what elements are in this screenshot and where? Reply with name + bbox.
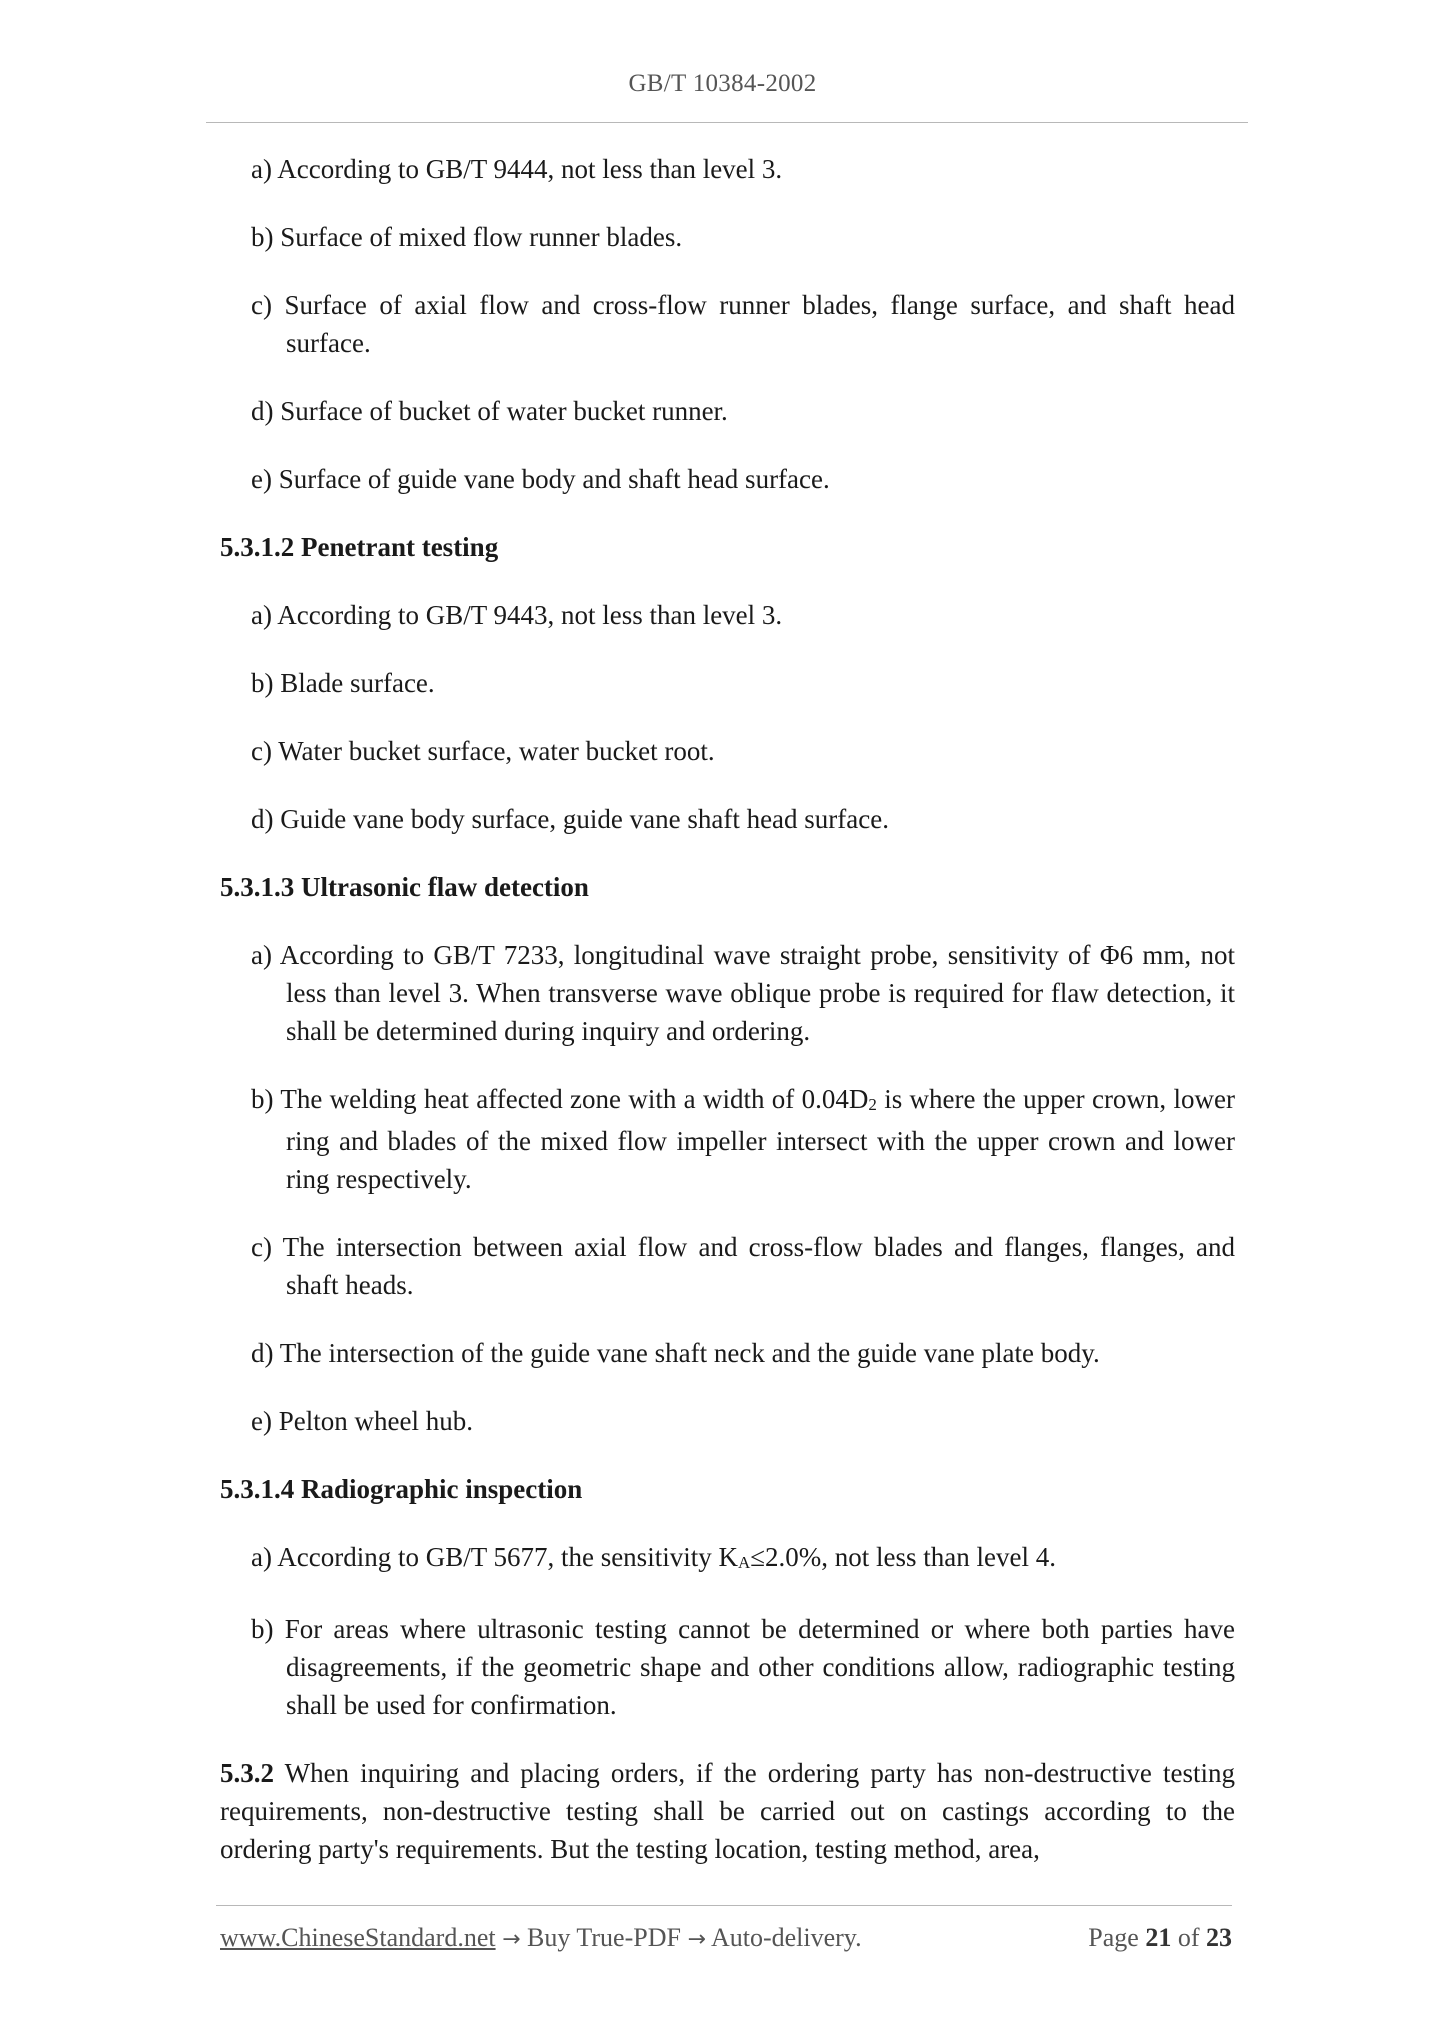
section-heading: 5.3.1.3 Ultrasonic flaw detection (220, 872, 589, 902)
footer-links (220, 1923, 862, 1953)
subscript: A (737, 1553, 751, 1572)
page-number (1088, 1923, 1232, 1953)
list-item: c) Water bucket surface, water bucket root. (251, 736, 715, 766)
item-text: is where the upper crown, lower ring and blades of the mixed flow impeller intersect with the upper crown and lower ring respectively. (286, 1084, 1235, 1194)
arrow-right-icon: → (687, 1927, 706, 1952)
paragraph-5-3-2 (220, 1754, 1235, 1868)
footer-divider (216, 1905, 1232, 1906)
header-divider (206, 122, 1248, 123)
item-text: b) The welding heat affected zone with a width of 0.04D (251, 1084, 869, 1114)
list-item: b) Blade surface. (251, 668, 435, 698)
page-word: Page (1088, 1923, 1139, 1952)
buy-text: Buy True-PDF (520, 1923, 688, 1952)
clause-number: 5.3.2 (220, 1758, 274, 1788)
section-heading: 5.3.1.2 Penetrant testing (220, 532, 499, 562)
page-total: 23 (1206, 1923, 1232, 1952)
document-body (220, 150, 1235, 1868)
item-text: a) According to GB/T 5677, the sensitivity K (251, 1542, 738, 1572)
page-current: 21 (1145, 1923, 1172, 1952)
item-text: ≤2.0%, not less than level 4. (750, 1542, 1057, 1572)
list-item: a) According to GB/T 9444, not less than level 3. (251, 154, 783, 184)
list-item: a) According to GB/T 7233, longitudinal wave straight probe, sensitivity of Φ6 mm, not less than level 3. When transverse wave oblique probe is required for flaw detection, it shall be determined during inquiry and ordering. (251, 940, 1235, 1046)
list-item: a) According to GB/T 9443, not less than level 3. (251, 600, 783, 630)
list-item (220, 1080, 1235, 1198)
subscript: 2 (868, 1095, 877, 1114)
paragraph-text: When inquiring and placing orders, if the ordering party has non-destructive testing requirements, non-destructive testing shall be carried out on castings according to the ordering party's requirements. But the testing location, testing method, area, (220, 1758, 1235, 1864)
site-link[interactable]: www.ChineseStandard.net (220, 1923, 496, 1952)
of-word: of (1177, 1923, 1200, 1952)
section-heading: 5.3.1.4 Radiographic inspection (220, 1474, 583, 1504)
list-item: c) The intersection between axial flow and cross-flow blades and flanges, flanges, and shaft heads. (251, 1232, 1235, 1300)
list-item: d) The intersection of the guide vane shaft neck and the guide vane plate body. (251, 1338, 1100, 1368)
list-item: b) For areas where ultrasonic testing cannot be determined or where both parties have disagreements, if the geometric shape and other conditions allow, radiographic testing shall be used for confirmation. (251, 1614, 1235, 1720)
list-item: e) Surface of guide vane body and shaft head surface. (251, 464, 830, 494)
page-header: GB/T 10384-2002 (628, 70, 817, 97)
list-item: e) Pelton wheel hub. (251, 1406, 473, 1436)
list-item: d) Surface of bucket of water bucket runner. (251, 396, 728, 426)
list-item: c) Surface of axial flow and cross-flow runner blades, flange surface, and shaft head surface. (251, 290, 1235, 358)
arrow-right-icon: → (502, 1927, 521, 1952)
list-item: d) Guide vane body surface, guide vane shaft head surface. (251, 804, 889, 834)
list-item: b) Surface of mixed flow runner blades. (251, 222, 683, 252)
delivery-text: Auto-delivery. (705, 1923, 862, 1952)
list-item (220, 1538, 1235, 1580)
